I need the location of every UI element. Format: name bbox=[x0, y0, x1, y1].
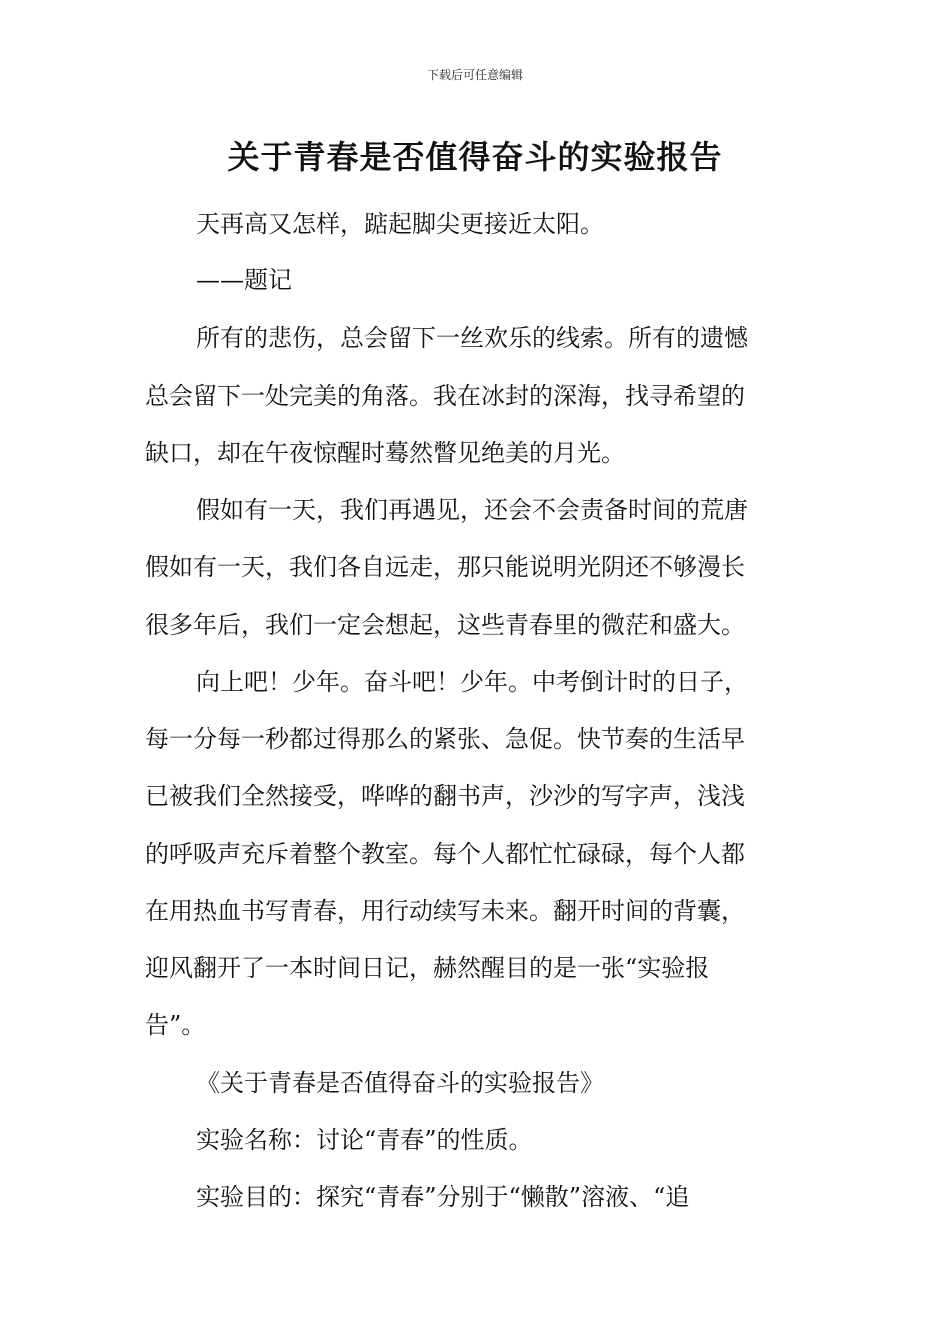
paragraph-line: 总会留下一处完美的角落。我在冰封的深海，找寻希望的 bbox=[145, 382, 745, 410]
paragraph-line: 很多年后，我们一定会想起，这些青春里的微茫和盛大。 bbox=[145, 611, 745, 639]
paragraph-line: 告”。 bbox=[145, 1011, 206, 1039]
paragraph-line: 的呼吸声充斥着整个教室。每个人都忙忙碌碌，每个人都 bbox=[145, 840, 745, 868]
epigraph-line: 天再高又怎样，踮起脚尖更接近太阳。 bbox=[196, 210, 604, 238]
paragraph-line: 假如有一天，我们再遇见，还会不会责备时间的荒唐 bbox=[196, 496, 748, 524]
page-title: 关于青春是否值得奋斗的实验报告 bbox=[227, 138, 723, 176]
paragraph-line: 已被我们全然接受，哗哗的翻书声，沙沙的写字声，浅浅 bbox=[145, 782, 745, 810]
experiment-name-line: 实验名称：讨论“青春”的性质。 bbox=[196, 1126, 533, 1154]
paragraph-line: 假如有一天，我们各自远走，那只能说明光阴还不够漫长 bbox=[145, 553, 745, 581]
paragraph-line: 所有的悲伤，总会留下一丝欢乐的线索。所有的遗憾 bbox=[196, 324, 748, 352]
paragraph-line: 迎风翻开了一本时间日记，赫然醒目的是一张“实验报 bbox=[145, 954, 710, 982]
report-title-line: 《关于青春是否值得奋斗的实验报告》 bbox=[196, 1069, 604, 1097]
paragraph-line: 向上吧！少年。奋斗吧！少年。中考倒计时的日子， bbox=[196, 668, 748, 696]
header-note: 下载后可任意编辑 bbox=[426, 68, 523, 82]
experiment-purpose-line: 实验目的：探究“青春”分别于“懒散”溶液、“追 bbox=[196, 1183, 690, 1211]
paragraph-line: 缺口，却在午夜惊醒时蓦然瞥见绝美的月光。 bbox=[145, 439, 625, 467]
paragraph-line: 每一分每一秒都过得那么的紧张、急促。快节奏的生活早 bbox=[145, 725, 745, 753]
paragraph-line: 在用热血书写青春，用行动续写未来。翻开时间的背囊， bbox=[145, 897, 745, 925]
epigraph-attribution: ——题记 bbox=[196, 266, 292, 294]
